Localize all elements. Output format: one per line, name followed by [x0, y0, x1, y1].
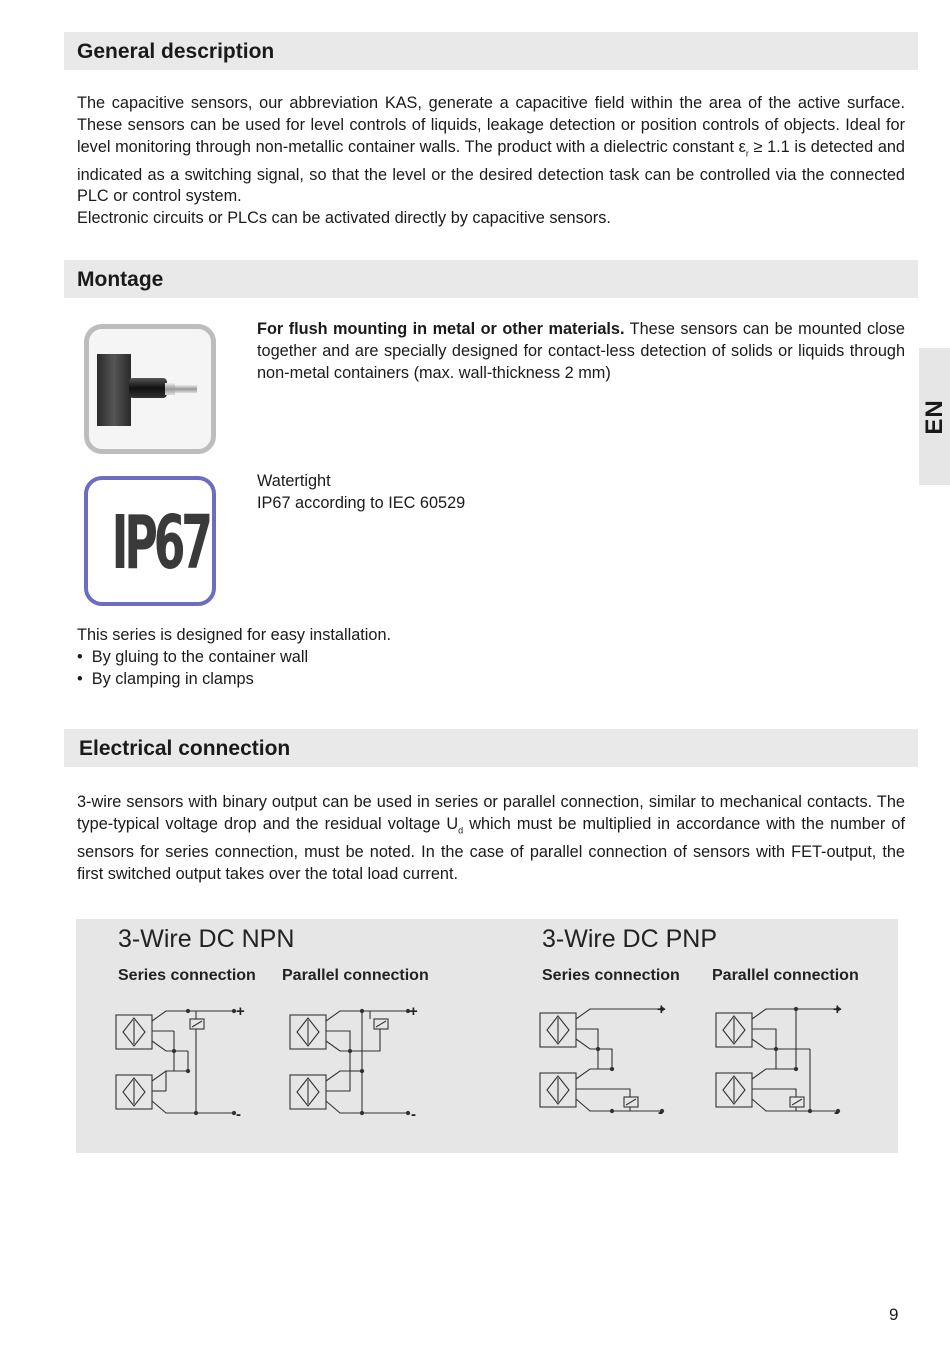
pnp-title: 3-Wire DC PNP: [542, 925, 718, 953]
language-tab: [919, 348, 950, 485]
sensor-symbol: [716, 1073, 752, 1107]
npn-series-plus: +: [236, 1003, 245, 1020]
pnp-parallel-label: Parallel connection: [712, 967, 859, 984]
npn-series-label: Series connection: [118, 967, 256, 984]
general-p1-part-a: The capacitive sensors, our abbreviation KAS, generate a capacitive field within the area of the active surface. These sensors can be used for level controls of liquids, leakage detection or position controls of objects. Ideal for level monitoring through non-metallic container walls. The product with a dielectric constant: [77, 94, 905, 156]
sensor-symbol: [540, 1073, 576, 1107]
sensor-symbol: [290, 1015, 326, 1049]
ip-rating-text: IP67 according to IEC 60529: [257, 493, 466, 512]
pnp-parallel-minus: -: [834, 1104, 839, 1121]
general-paragraph-2: Electronic circuits or PLCs can be activated directly by capacitive sensors.: [77, 209, 611, 228]
pnp-parallel-plus: +: [833, 1001, 842, 1018]
pnp-parallel-diagram: [716, 1007, 840, 1112]
sensor-symbol: [290, 1075, 326, 1109]
general-paragraph-1: [77, 93, 905, 208]
flush-mount-icon: [84, 324, 216, 454]
section-title-montage: Montage: [77, 268, 164, 291]
pnp-series-diagram: [540, 1007, 664, 1112]
list-item-text: By clamping in clamps: [91, 669, 254, 688]
flush-mount-description: [257, 319, 905, 384]
voltage-subscript: d: [458, 825, 464, 836]
general-description-text: [77, 93, 905, 230]
epsilon-symbol: ε: [738, 137, 746, 156]
npn-parallel-plus: +: [409, 1003, 418, 1020]
pnp-series-label: Series connection: [542, 967, 680, 984]
epsilon-subscript: r: [745, 147, 749, 158]
electrical-text: [77, 792, 905, 885]
electrical-paragraph: [77, 792, 905, 885]
installation-list: [77, 625, 391, 690]
watertight-info: [257, 471, 905, 515]
sensor-illustration-icon: [89, 329, 211, 449]
pnp-series-plus: +: [657, 1001, 666, 1018]
flush-mount-bold: For flush mounting in metal or other materials.: [257, 320, 625, 338]
flush-mount-text: These sensors can be mounted close together and are specially designed for contact-less detection of solids or liquids through non-metal containers (max. wall-thickness 2 mm): [257, 320, 905, 382]
general-p1-part-b: ≥ 1.1 is detected and indicated as a switching signal, so that the level or the desired detection task can be controlled via the connected PLC or control system.: [77, 137, 905, 206]
ip67-badge-icon: [84, 476, 216, 606]
electrical-part-b: which must be multiplied in accordance with the number of sensors for series connection, must be noted. In the case of parallel connection of sensors with FET-output, the first switched output takes over the total load current.: [77, 814, 905, 883]
npn-title: 3-Wire DC NPN: [118, 925, 295, 953]
sensor-symbol: [116, 1015, 152, 1049]
list-item: • By gluing to the container wall: [77, 647, 309, 666]
electrical-part-a: 3-wire sensors with binary output can be used in series or parallel connection, similar to mechanical contacts. The type-typical voltage drop and the residual voltage U: [77, 793, 905, 833]
npn-series-diagram: [116, 1009, 236, 1114]
watertight-label: Watertight: [257, 472, 331, 490]
sensor-symbol: [716, 1013, 752, 1047]
section-header-electrical: [64, 729, 918, 767]
sensor-symbol: [116, 1075, 152, 1109]
ip67-badge-label: IP67: [111, 500, 209, 586]
npn-parallel-minus: -: [411, 1106, 416, 1123]
list-item: • By clamping in clamps: [77, 669, 254, 688]
npn-series-minus: -: [236, 1106, 241, 1123]
language-tab-label: EN: [920, 398, 948, 435]
installation-intro: This series is designed for easy installation.: [77, 626, 392, 644]
wiring-diagrams: [76, 919, 898, 1153]
pnp-series-minus: -: [658, 1104, 663, 1121]
section-title-electrical: Electrical connection: [79, 737, 291, 760]
list-item-text: By gluing to the container wall: [91, 647, 309, 666]
section-header-montage: [64, 260, 918, 298]
sensor-symbol: [540, 1013, 576, 1047]
npn-parallel-diagram: [290, 1009, 410, 1114]
npn-parallel-label: Parallel connection: [282, 967, 429, 984]
wiring-diagram-panel: [76, 919, 898, 1153]
page-number: 9: [889, 1305, 899, 1324]
section-title-general: General description: [77, 40, 275, 63]
section-header-general: [64, 32, 918, 70]
